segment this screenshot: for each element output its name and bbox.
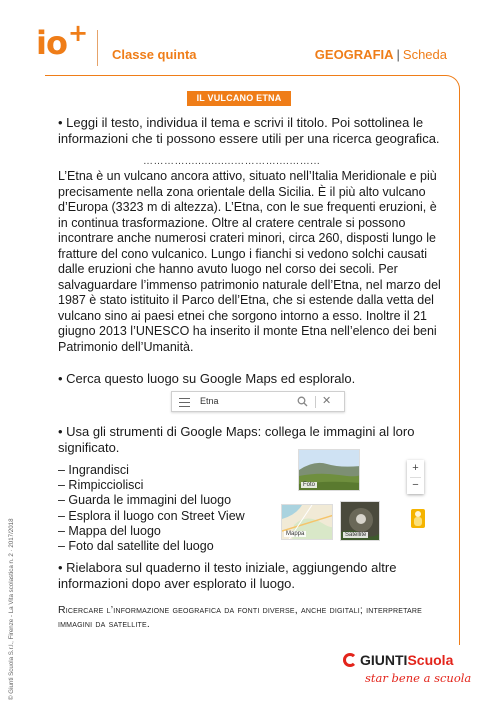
close-icon[interactable]: ✕	[322, 395, 332, 407]
header-divider	[97, 30, 98, 66]
photo-thumbnail	[298, 449, 360, 491]
zoom-out-button[interactable]: −	[412, 479, 419, 491]
subject-label: GEOGRAFIA | Scheda	[314, 47, 447, 62]
giunti-g-icon	[343, 653, 357, 667]
satellite-thumbnail	[340, 501, 380, 541]
maps-search-box[interactable]	[171, 391, 345, 412]
tools-list	[58, 463, 245, 554]
io-logo: io+	[36, 19, 88, 62]
task-search: • Cerca questo luogo su Google Maps ed esploralo.	[58, 371, 356, 386]
list-item: – Rimpicciolisci	[58, 478, 144, 493]
title-blank-line: …………...............…………....……...	[143, 156, 321, 167]
sheet-title: IL VULCANO ETNA	[187, 91, 291, 106]
list-item: – Esplora il luogo con Street View	[58, 508, 245, 523]
body-text: L’Etna è un vulcano ancora attivo, situato nell’Italia Meridionale e più precisamente nella zona orientale della Sicilia. È il più alto vulcano d’Europa (3323 m di altezza). L’Etna, con le sue frequenti eruzioni, è in continua trasformazione. Oltre al cratere centrale si possono incontrare anche numerosi crateri minori, circa 260, disposti lungo le fratture del cono vulcanico. Lungo i fianchi si vedono solchi causati dalle eruzioni che hanno avuto luogo nel corso dei secoli. Per salvaguardare l’immenso patrimonio naturale dell’Etna, nel marzo del 1987 è stato istituito il Parco dell’Etna, che si estende dalla vetta del vulcano sino ai paesi etnei che sorgono intorno a esso. Inoltre il 21 giugno 2013 l’UNESCO ha inserito il monte Etna nell’elenco dei beni Patrimonio dell’Umanità.	[58, 169, 441, 354]
learning-objectives: Ricercare l’informazione geografica da fonti diverse, anche digitali; interpretare immagini da satellite.	[58, 604, 423, 630]
map-thumbnail	[281, 504, 333, 540]
search-separator	[315, 396, 316, 408]
zoom-control[interactable]	[407, 460, 424, 494]
list-item: – Foto dal satellite del luogo	[58, 539, 214, 554]
publisher-logo: GIUNTIScuola	[343, 652, 453, 668]
list-item: – Mappa del luogo	[58, 523, 161, 538]
list-item: – Ingrandisci	[58, 463, 129, 477]
search-value[interactable]: Etna	[200, 396, 219, 406]
copyright-notice: © Giunti Scuola S.r.l., Firenze - La Vita scolastica n. 2 · 2017/2018	[8, 518, 15, 700]
task-read: • Leggi il testo, individua il tema e scrivi il titolo. Poi sottolinea le informazioni che ti possono essere utili per una ricerca geografica.	[58, 115, 440, 146]
street-view-pegman-icon[interactable]	[411, 509, 425, 528]
class-label: Classe quinta	[112, 47, 197, 62]
search-icon[interactable]	[297, 396, 308, 407]
zoom-in-button[interactable]: +	[412, 462, 419, 474]
menu-icon[interactable]	[179, 398, 190, 407]
task-tools: • Usa gli strumenti di Google Maps: collega le immagini al loro significato.	[58, 424, 415, 455]
photo-label: Foto	[303, 482, 316, 488]
publisher-tagline: star bene a scuola	[365, 671, 472, 685]
task-rewrite: • Rielabora sul quaderno il testo iniziale, aggiungendo altre informazioni dopo aver esplorato il luogo.	[58, 560, 397, 591]
satellite-label: Satellite	[345, 532, 367, 538]
list-item: – Guarda le immagini del luogo	[58, 493, 232, 508]
map-label: Mappa	[286, 531, 305, 537]
